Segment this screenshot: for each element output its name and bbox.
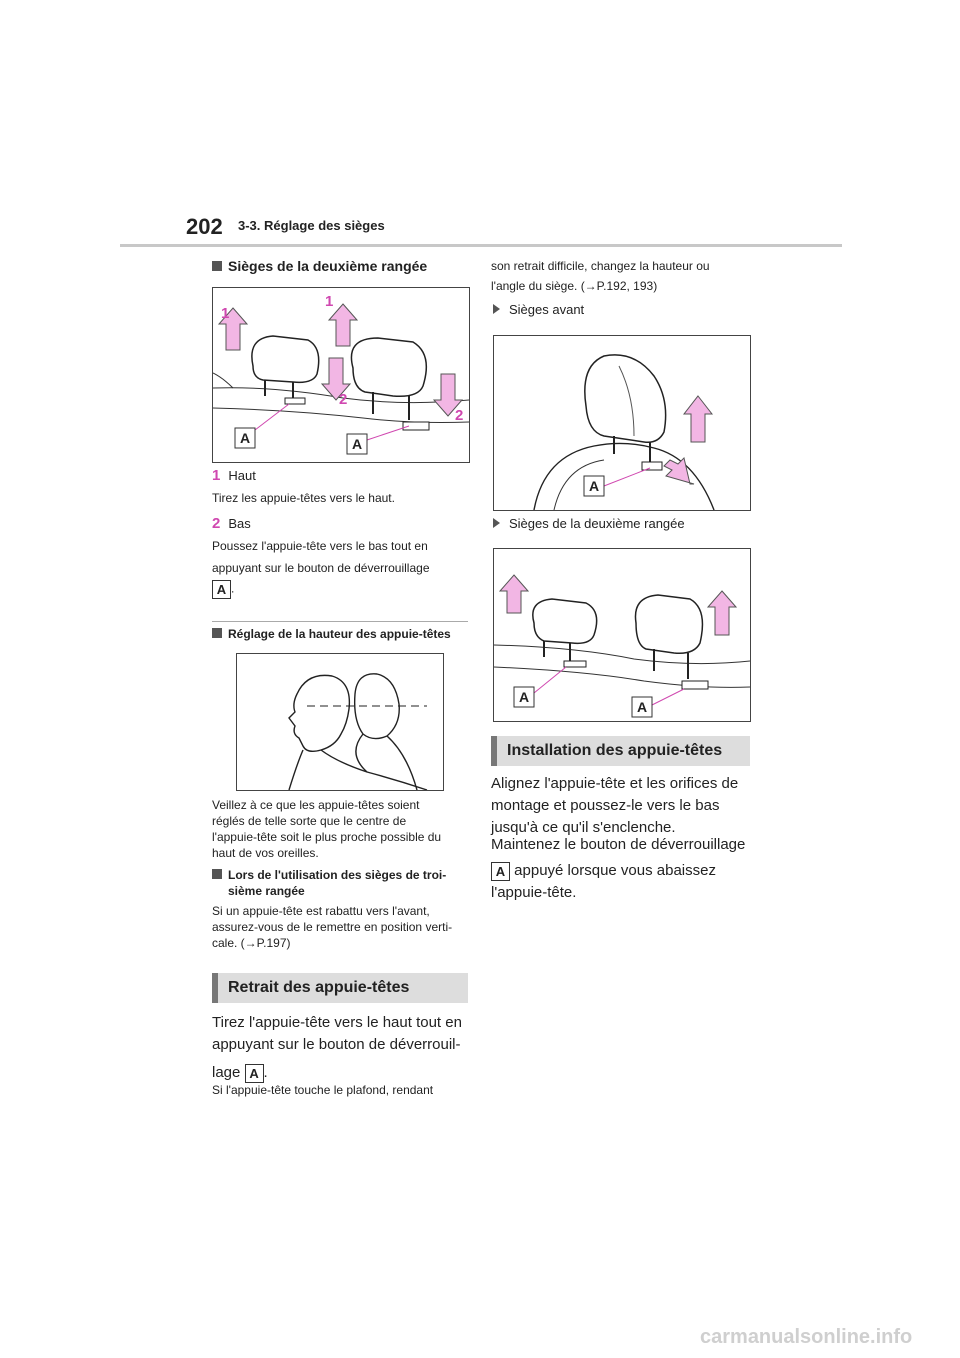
installation-body-1: Alignez l'appuie-tête et les orifices de montage et poussez-le vers le bas jusqu'à ce qu'il s'enclenche.: [491, 775, 739, 836]
removal-note: Si l'appuie-tête touche le plafond, rendant: [212, 1083, 434, 1097]
figure-head-position-svg: [237, 654, 443, 790]
square-bullet-icon: [212, 869, 222, 879]
figure-head-position: [236, 653, 444, 791]
step-1-text: Tirez les appuie-têtes vers le haut.: [212, 491, 395, 505]
separator-line: [212, 621, 468, 622]
square-bullet-icon: [212, 628, 222, 638]
figure-second-row-adjust: [212, 287, 470, 463]
section-title: 3-3. Réglage des sièges: [238, 218, 385, 233]
figure-second-row-install-svg: [494, 549, 750, 721]
figure-second-row-install: [493, 548, 751, 722]
release-button-a-icon: A: [491, 862, 510, 881]
release-button-a-icon: A: [212, 580, 231, 599]
step-2: [212, 514, 251, 533]
header-rule: [120, 244, 842, 247]
step-2-line1: Poussez l'appuie-tête vers le bas tout en: [212, 539, 428, 553]
fig-label-a4: A: [519, 689, 530, 705]
label-second-row-seats: Sièges de la deuxième rangée: [493, 514, 685, 533]
triangle-bullet-icon: [493, 304, 500, 314]
square-bullet-icon: [212, 261, 222, 271]
figure-front-seats: [493, 335, 751, 511]
fig-label-a3: A: [589, 478, 600, 494]
note-third-row: Si un appuie-tête est rabattu vers l'avant, assurez-vous de le remettre en position verti- cale. (→P.197): [212, 904, 453, 950]
banner-removal: Retrait des appuie-têtes: [212, 973, 468, 1003]
page-number: 202: [186, 214, 223, 239]
step-1: [212, 466, 256, 485]
removal-note-continued: son retrait difficile, changez la hauteur ou l'angle du siège. (→P.192, 193): [491, 259, 710, 293]
fig-number-2a: 2: [339, 391, 348, 408]
step-2-number: 2: [212, 515, 221, 532]
fig-label-a1: A: [240, 430, 251, 446]
heading-height-adjust: Réglage de la hauteur des appuie-têtes: [212, 627, 451, 641]
watermark: carmanualsonline.info: [700, 1326, 913, 1348]
heading-third-row: Lors de l'utilisation des sièges de troi- sième rangée: [212, 867, 446, 899]
step-1-label: Haut: [228, 468, 256, 483]
figure-second-row-adjust-svg: [213, 288, 469, 462]
fig-label-a5: A: [637, 699, 648, 715]
label-front-seats: Sièges avant: [493, 300, 584, 319]
banner-installation: Installation des appuie-têtes: [491, 736, 750, 766]
step-2-label: Bas: [228, 516, 251, 531]
triangle-bullet-icon: [493, 518, 500, 528]
fig-number-1b: 1: [325, 293, 334, 310]
step-2-line2: appuyant sur le bouton de déverrouillage: [212, 561, 430, 575]
fig-label-a2: A: [352, 436, 363, 452]
step-2-end: A .: [212, 580, 234, 599]
heading-second-row: Sièges de la deuxième rangée: [212, 258, 427, 274]
note-height: Veillez à ce que les appuie-têtes soient réglés de telle sorte que le centre de l'appuie-tête soit le plus proche possible du haut de vos oreilles.: [212, 798, 442, 860]
fig-number-2b: 2: [455, 407, 464, 424]
installation-body-2: Maintenez le bouton de déverrouillage A appuyé lorsque vous abaissez l'appuie-tête.: [491, 836, 746, 901]
release-button-a-icon: A: [245, 1064, 264, 1083]
step-1-number: 1: [212, 467, 221, 484]
figure-front-seats-svg: [494, 336, 750, 510]
removal-body: Tirez l'appuie-tête vers le haut tout en appuyant sur le bouton de déverrouil- lage A .: [212, 1014, 462, 1081]
fig-number-1a: 1: [221, 305, 230, 322]
